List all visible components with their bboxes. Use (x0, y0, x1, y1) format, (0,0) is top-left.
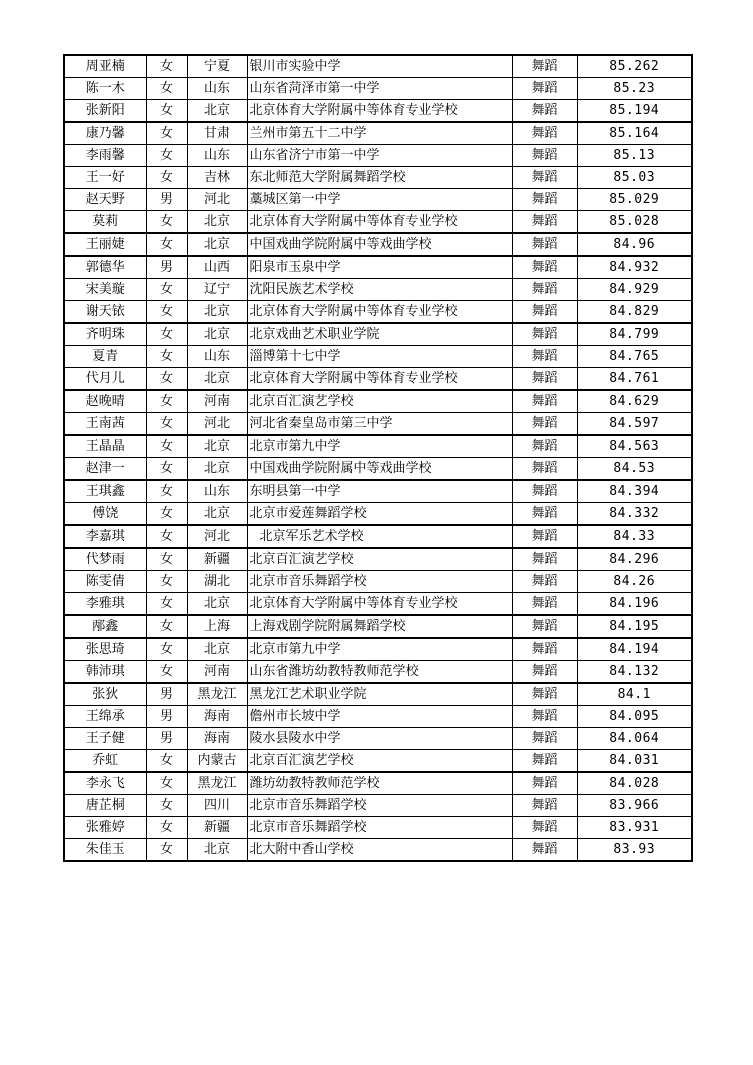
candidate-name: 齐明珠 (64, 323, 146, 346)
candidate-subject: 舞蹈 (512, 122, 577, 145)
candidate-name: 代梦雨 (64, 548, 146, 571)
candidate-score: 84.394 (577, 480, 692, 503)
candidate-subject: 舞蹈 (512, 458, 577, 481)
candidate-name: 王琪鑫 (64, 480, 146, 503)
candidate-school: 东北师范大学附属舞蹈学校 (247, 167, 512, 189)
candidate-gender: 女 (146, 525, 187, 548)
candidate-gender: 女 (146, 458, 187, 481)
score-table-body (64, 55, 692, 861)
candidate-subject: 舞蹈 (512, 301, 577, 324)
candidate-score: 84.031 (577, 750, 692, 773)
candidate-name: 莫莉 (64, 211, 146, 234)
candidate-gender: 女 (146, 100, 187, 123)
candidate-province: 北京 (187, 503, 247, 526)
candidate-score: 83.93 (577, 839, 692, 862)
table-row (64, 167, 692, 189)
candidate-score: 84.929 (577, 279, 692, 301)
table-row (64, 346, 692, 368)
table-row (64, 55, 692, 78)
table-row (64, 706, 692, 728)
candidate-score: 84.597 (577, 413, 692, 436)
candidate-subject: 舞蹈 (512, 683, 577, 706)
candidate-subject: 舞蹈 (512, 525, 577, 548)
candidate-school: 河北省秦皇岛市第三中学 (247, 413, 512, 436)
candidate-subject: 舞蹈 (512, 435, 577, 458)
candidate-score: 83.931 (577, 817, 692, 839)
candidate-province: 宁夏 (187, 55, 247, 78)
candidate-gender: 女 (146, 817, 187, 839)
candidate-name: 李雅琪 (64, 593, 146, 616)
candidate-province: 甘肃 (187, 122, 247, 145)
candidate-school: 北京市音乐舞蹈学校 (247, 571, 512, 593)
candidate-gender: 女 (146, 772, 187, 795)
candidate-province: 北京 (187, 100, 247, 123)
candidate-name: 乔虹 (64, 750, 146, 773)
candidate-name: 郭德华 (64, 256, 146, 279)
candidate-gender: 女 (146, 122, 187, 145)
candidate-province: 河南 (187, 390, 247, 413)
candidate-name: 邴鑫 (64, 615, 146, 638)
candidate-gender: 女 (146, 638, 187, 661)
candidate-school: 北大附中香山学校 (247, 839, 512, 862)
candidate-subject: 舞蹈 (512, 279, 577, 301)
candidate-province: 河北 (187, 525, 247, 548)
table-row (64, 368, 692, 391)
candidate-subject: 舞蹈 (512, 346, 577, 368)
candidate-subject: 舞蹈 (512, 100, 577, 123)
table-row (64, 100, 692, 123)
candidate-province: 四川 (187, 795, 247, 817)
candidate-name: 夏青 (64, 346, 146, 368)
candidate-score: 84.132 (577, 661, 692, 684)
candidate-score: 85.194 (577, 100, 692, 123)
candidate-name: 张雅婷 (64, 817, 146, 839)
candidate-name: 代月儿 (64, 368, 146, 391)
table-row (64, 503, 692, 526)
candidate-name: 王一好 (64, 167, 146, 189)
candidate-name: 李永飞 (64, 772, 146, 795)
candidate-subject: 舞蹈 (512, 638, 577, 661)
candidate-gender: 女 (146, 211, 187, 234)
candidate-name: 谢天铱 (64, 301, 146, 324)
candidate-subject: 舞蹈 (512, 593, 577, 616)
candidate-gender: 女 (146, 78, 187, 100)
candidate-school: 北京军乐艺术学校 (247, 525, 512, 548)
candidate-name: 宋美璇 (64, 279, 146, 301)
candidate-school: 北京戏曲艺术职业学院 (247, 323, 512, 346)
table-row (64, 323, 692, 346)
candidate-name: 王子健 (64, 728, 146, 750)
candidate-school: 北京体育大学附属中等体育专业学校 (247, 301, 512, 324)
candidate-subject: 舞蹈 (512, 615, 577, 638)
table-row (64, 256, 692, 279)
candidate-province: 山东 (187, 480, 247, 503)
candidate-name: 张新阳 (64, 100, 146, 123)
table-row (64, 480, 692, 503)
candidate-score: 84.064 (577, 728, 692, 750)
candidate-score: 84.563 (577, 435, 692, 458)
candidate-subject: 舞蹈 (512, 167, 577, 189)
table-row (64, 413, 692, 436)
table-row (64, 145, 692, 167)
table-row (64, 458, 692, 481)
candidate-subject: 舞蹈 (512, 548, 577, 571)
table-row (64, 817, 692, 839)
candidate-province: 北京 (187, 323, 247, 346)
candidate-province: 北京 (187, 368, 247, 391)
candidate-score: 85.029 (577, 189, 692, 211)
table-row (64, 839, 692, 862)
candidate-school: 山东省菏泽市第一中学 (247, 78, 512, 100)
candidate-score: 84.53 (577, 458, 692, 481)
candidate-score: 84.932 (577, 256, 692, 279)
candidate-score: 85.028 (577, 211, 692, 234)
candidate-name: 周亚楠 (64, 55, 146, 78)
candidate-subject: 舞蹈 (512, 503, 577, 526)
candidate-school: 北京市爱莲舞蹈学校 (247, 503, 512, 526)
candidate-province: 内蒙古 (187, 750, 247, 773)
candidate-subject: 舞蹈 (512, 211, 577, 234)
table-row (64, 279, 692, 301)
candidate-name: 李雨馨 (64, 145, 146, 167)
candidate-school: 中国戏曲学院附属中等戏曲学校 (247, 233, 512, 256)
candidate-score: 84.196 (577, 593, 692, 616)
table-row (64, 615, 692, 638)
table-row (64, 728, 692, 750)
candidate-school: 北京体育大学附属中等体育专业学校 (247, 100, 512, 123)
candidate-gender: 女 (146, 503, 187, 526)
candidate-school: 淄博第十七中学 (247, 346, 512, 368)
candidate-school: 北京市音乐舞蹈学校 (247, 795, 512, 817)
candidate-score: 84.195 (577, 615, 692, 638)
candidate-province: 北京 (187, 211, 247, 234)
candidate-name: 王丽婕 (64, 233, 146, 256)
table-row (64, 571, 692, 593)
candidate-gender: 女 (146, 615, 187, 638)
candidate-score: 84.194 (577, 638, 692, 661)
candidate-school: 山东省济宁市第一中学 (247, 145, 512, 167)
candidate-gender: 女 (146, 323, 187, 346)
candidate-gender: 女 (146, 390, 187, 413)
table-row (64, 661, 692, 684)
candidate-school: 阳泉市玉泉中学 (247, 256, 512, 279)
candidate-gender: 女 (146, 346, 187, 368)
candidate-gender: 男 (146, 189, 187, 211)
score-table-container (63, 54, 691, 862)
candidate-gender: 女 (146, 233, 187, 256)
candidate-subject: 舞蹈 (512, 839, 577, 862)
candidate-province: 海南 (187, 728, 247, 750)
candidate-subject: 舞蹈 (512, 233, 577, 256)
table-row (64, 301, 692, 324)
candidate-school: 北京市音乐舞蹈学校 (247, 817, 512, 839)
candidate-province: 北京 (187, 839, 247, 862)
candidate-subject: 舞蹈 (512, 145, 577, 167)
candidate-school: 北京市第九中学 (247, 638, 512, 661)
candidate-gender: 女 (146, 301, 187, 324)
candidate-school: 黑龙江艺术职业学院 (247, 683, 512, 706)
candidate-gender: 女 (146, 571, 187, 593)
candidate-province: 河南 (187, 661, 247, 684)
table-row (64, 233, 692, 256)
candidate-name: 韩沛琪 (64, 661, 146, 684)
candidate-school: 兰州市第五十二中学 (247, 122, 512, 145)
candidate-gender: 女 (146, 795, 187, 817)
candidate-subject: 舞蹈 (512, 189, 577, 211)
candidate-school: 北京体育大学附属中等体育专业学校 (247, 593, 512, 616)
candidate-school: 北京百汇演艺学校 (247, 390, 512, 413)
candidate-gender: 女 (146, 548, 187, 571)
candidate-gender: 男 (146, 683, 187, 706)
candidate-name: 傅饶 (64, 503, 146, 526)
candidate-subject: 舞蹈 (512, 817, 577, 839)
candidate-province: 北京 (187, 593, 247, 616)
candidate-school: 山东省潍坊幼教特教师范学校 (247, 661, 512, 684)
candidate-province: 河北 (187, 189, 247, 211)
candidate-province: 北京 (187, 458, 247, 481)
candidate-school: 北京市第九中学 (247, 435, 512, 458)
candidate-school: 北京体育大学附属中等体育专业学校 (247, 368, 512, 391)
candidate-gender: 男 (146, 728, 187, 750)
candidate-score: 85.164 (577, 122, 692, 145)
candidate-school: 中国戏曲学院附属中等戏曲学校 (247, 458, 512, 481)
candidate-province: 黑龙江 (187, 683, 247, 706)
candidate-subject: 舞蹈 (512, 795, 577, 817)
table-row (64, 211, 692, 234)
candidate-subject: 舞蹈 (512, 571, 577, 593)
candidate-score: 84.095 (577, 706, 692, 728)
table-row (64, 122, 692, 145)
candidate-province: 新疆 (187, 548, 247, 571)
candidate-name: 李嘉琪 (64, 525, 146, 548)
candidate-province: 北京 (187, 301, 247, 324)
candidate-score: 83.966 (577, 795, 692, 817)
candidate-gender: 女 (146, 413, 187, 436)
candidate-score: 84.332 (577, 503, 692, 526)
table-row (64, 750, 692, 773)
table-row (64, 435, 692, 458)
candidate-name: 朱佳玉 (64, 839, 146, 862)
candidate-school: 北京百汇演艺学校 (247, 750, 512, 773)
table-row (64, 795, 692, 817)
candidate-province: 山东 (187, 145, 247, 167)
candidate-subject: 舞蹈 (512, 750, 577, 773)
candidate-name: 王绵承 (64, 706, 146, 728)
table-row (64, 78, 692, 100)
candidate-school: 东明县第一中学 (247, 480, 512, 503)
candidate-province: 北京 (187, 233, 247, 256)
candidate-province: 辽宁 (187, 279, 247, 301)
candidate-name: 张狄 (64, 683, 146, 706)
candidate-subject: 舞蹈 (512, 480, 577, 503)
candidate-score: 84.829 (577, 301, 692, 324)
candidate-score: 84.1 (577, 683, 692, 706)
candidate-province: 山东 (187, 346, 247, 368)
candidate-gender: 女 (146, 279, 187, 301)
candidate-province: 湖北 (187, 571, 247, 593)
candidate-score: 85.23 (577, 78, 692, 100)
candidate-school: 潍坊幼教特教师范学校 (247, 772, 512, 795)
table-row (64, 189, 692, 211)
candidate-subject: 舞蹈 (512, 256, 577, 279)
candidate-subject: 舞蹈 (512, 706, 577, 728)
candidate-school: 上海戏剧学院附属舞蹈学校 (247, 615, 512, 638)
candidate-subject: 舞蹈 (512, 78, 577, 100)
candidate-province: 山东 (187, 78, 247, 100)
candidate-name: 王晶晶 (64, 435, 146, 458)
candidate-province: 北京 (187, 435, 247, 458)
candidate-gender: 女 (146, 839, 187, 862)
candidate-school: 藁城区第一中学 (247, 189, 512, 211)
candidate-gender: 女 (146, 750, 187, 773)
candidate-school: 北京百汇演艺学校 (247, 548, 512, 571)
candidate-subject: 舞蹈 (512, 413, 577, 436)
candidate-score: 84.028 (577, 772, 692, 795)
candidate-province: 上海 (187, 615, 247, 638)
candidate-score: 84.629 (577, 390, 692, 413)
candidate-province: 海南 (187, 706, 247, 728)
candidate-school: 银川市实验中学 (247, 55, 512, 78)
candidate-province: 黑龙江 (187, 772, 247, 795)
candidate-score: 84.96 (577, 233, 692, 256)
candidate-gender: 女 (146, 661, 187, 684)
candidate-gender: 男 (146, 256, 187, 279)
candidate-name: 陈一木 (64, 78, 146, 100)
candidate-province: 河北 (187, 413, 247, 436)
candidate-gender: 女 (146, 145, 187, 167)
candidate-province: 北京 (187, 638, 247, 661)
candidate-name: 唐芷桐 (64, 795, 146, 817)
candidate-score: 84.761 (577, 368, 692, 391)
candidate-gender: 男 (146, 706, 187, 728)
candidate-subject: 舞蹈 (512, 728, 577, 750)
candidate-score: 85.262 (577, 55, 692, 78)
candidate-score: 84.26 (577, 571, 692, 593)
candidate-score: 84.799 (577, 323, 692, 346)
candidate-name: 王南茜 (64, 413, 146, 436)
candidate-score: 84.765 (577, 346, 692, 368)
candidate-gender: 女 (146, 480, 187, 503)
score-table (63, 54, 693, 862)
candidate-score: 84.33 (577, 525, 692, 548)
candidate-province: 新疆 (187, 817, 247, 839)
table-row (64, 525, 692, 548)
candidate-gender: 女 (146, 435, 187, 458)
candidate-name: 陈雯倩 (64, 571, 146, 593)
candidate-score: 84.296 (577, 548, 692, 571)
candidate-subject: 舞蹈 (512, 772, 577, 795)
candidate-name: 赵晚晴 (64, 390, 146, 413)
candidate-gender: 女 (146, 55, 187, 78)
candidate-subject: 舞蹈 (512, 368, 577, 391)
candidate-name: 张思琦 (64, 638, 146, 661)
table-row (64, 772, 692, 795)
candidate-school: 沈阳民族艺术学校 (247, 279, 512, 301)
candidate-school: 北京体育大学附属中等体育专业学校 (247, 211, 512, 234)
table-row (64, 390, 692, 413)
candidate-subject: 舞蹈 (512, 55, 577, 78)
candidate-subject: 舞蹈 (512, 661, 577, 684)
table-row (64, 548, 692, 571)
candidate-score: 85.03 (577, 167, 692, 189)
candidate-gender: 女 (146, 368, 187, 391)
candidate-school: 陵水县陵水中学 (247, 728, 512, 750)
candidate-score: 85.13 (577, 145, 692, 167)
candidate-gender: 女 (146, 593, 187, 616)
candidate-name: 赵津一 (64, 458, 146, 481)
candidate-name: 赵天野 (64, 189, 146, 211)
candidate-school: 儋州市长坡中学 (247, 706, 512, 728)
candidate-province: 吉林 (187, 167, 247, 189)
table-row (64, 638, 692, 661)
candidate-province: 山西 (187, 256, 247, 279)
table-row (64, 593, 692, 616)
candidate-name: 康乃馨 (64, 122, 146, 145)
candidate-subject: 舞蹈 (512, 323, 577, 346)
table-row (64, 683, 692, 706)
candidate-gender: 女 (146, 167, 187, 189)
candidate-subject: 舞蹈 (512, 390, 577, 413)
